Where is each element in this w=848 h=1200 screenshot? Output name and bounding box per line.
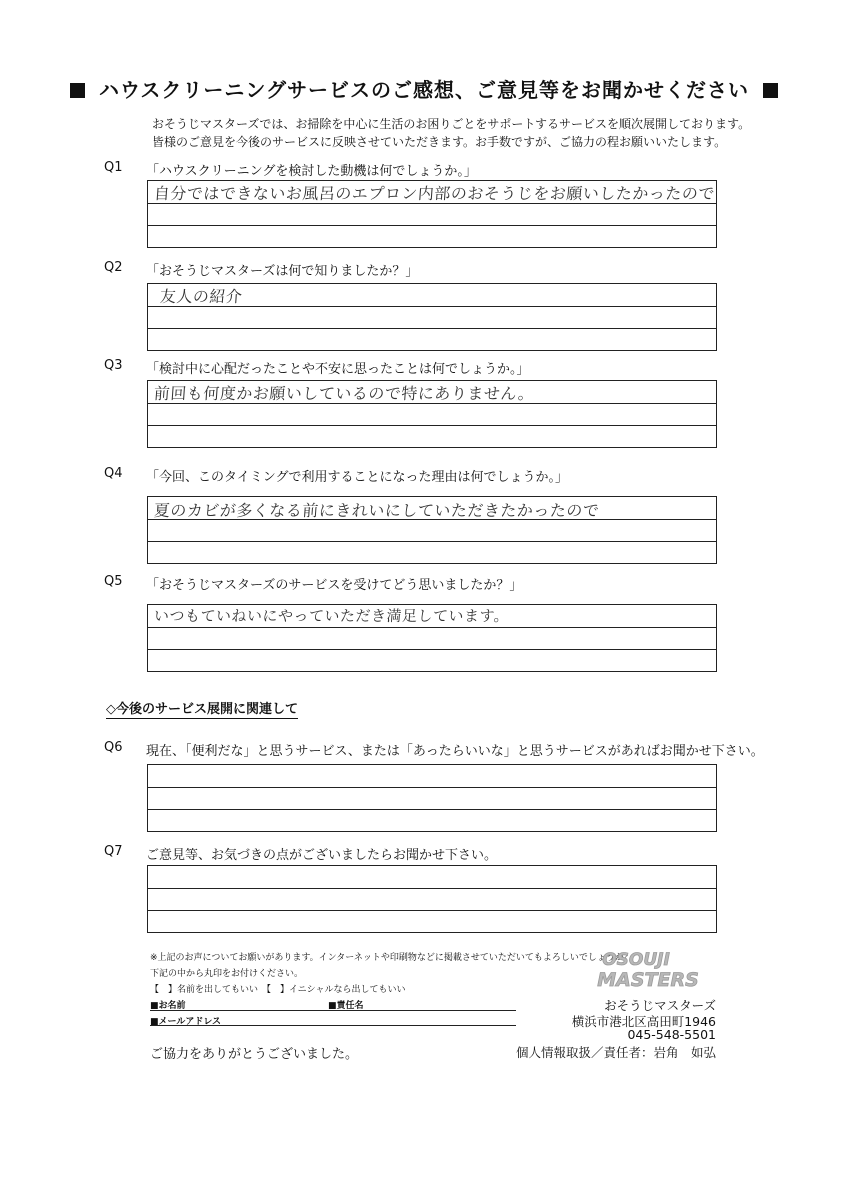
consent-option-name[interactable]: 【 】名前を出してもいい <box>150 985 259 995</box>
question-number: Q5 <box>104 574 123 589</box>
thanks-text: ご協力をありがとうございました。 <box>150 1047 359 1062</box>
handwritten-answer: 夏のカビが多くなる前にきれいにしていただきたかったので <box>153 501 601 520</box>
black-square-icon <box>70 83 85 98</box>
intro-line-1: おそうじマスターズでは、お掃除を中心に生活のお困りごとをサポートするサービスを順次展開しております。 <box>152 117 751 131</box>
section-heading: ◇今後のサービス展開に関連して <box>106 698 298 719</box>
company-name: おそうじマスターズ <box>604 998 716 1013</box>
consent-option-initial[interactable]: 【 】イニシャルなら出してもいい <box>262 985 406 995</box>
answer-box-q6[interactable] <box>147 764 717 832</box>
question-text: ご意見等、お気づきの点がございましたらお聞かせ下さい。 <box>146 848 498 863</box>
consent-note: ※上記のお声についてお願いがあります。インターネットや印刷物などに掲載させていただいてもよろしいでしょうか？ <box>150 953 633 963</box>
answer-box-q5[interactable] <box>147 604 717 672</box>
handwritten-answer: 自分ではできないお風呂のエプロン内部のおそうじをお願いしたかったので <box>153 184 716 203</box>
question-text: 「おそうじマスターズのサービスを受けてどう思いましたか？」 <box>146 578 523 593</box>
question-text: 「今回、このタイミングで利用することになった理由は何でしょうか。」 <box>146 470 568 485</box>
name-underline[interactable] <box>150 1010 516 1011</box>
logo-line-1: OSOUJI <box>602 950 670 970</box>
question-number: Q2 <box>104 260 123 275</box>
name-label: ■お名前 <box>150 1001 186 1011</box>
question-text: 「おそうじマスターズは何で知りましたか？」 <box>146 264 419 279</box>
question-number: Q3 <box>104 358 123 373</box>
black-square-icon <box>763 83 778 98</box>
answer-box-q7[interactable] <box>147 865 717 933</box>
handwritten-answer: 前回も何度かお願いしているので特にありません。 <box>153 384 536 403</box>
answer-box-q4[interactable] <box>147 496 717 564</box>
email-underline[interactable] <box>150 1025 516 1026</box>
answer-box-q1[interactable] <box>147 180 717 248</box>
page-title <box>0 74 848 103</box>
privacy-officer: 個人情報取扱／責任者：岩角 如弘 <box>515 1045 716 1060</box>
title-text: ハウスクリーニングサービスのご感想、ご意見等をお聞かせください <box>99 78 749 102</box>
question-text: 現在、「便利だな」と思うサービス、または「あったらいいな」と思うサービスがあればお聞かせ下さい。 <box>146 744 764 759</box>
company-phone: 045-548-5501 <box>627 1027 716 1042</box>
intro-line-2: 皆様のご意見を今後のサービスに反映させていただきます。お手数ですが、ご協力の程お願いいたします。 <box>152 135 727 149</box>
question-number: Q1 <box>104 160 123 175</box>
question-text: 「ハウスクリーニングを検討した動機は何でしょうか。」 <box>146 164 477 179</box>
staff-label: ■責任名 <box>328 1001 364 1011</box>
logo-line-2: MASTERS <box>597 969 699 990</box>
question-text: 「検討中に心配だったことや不安に思ったことは何でしょうか。」 <box>146 362 530 377</box>
question-number: Q7 <box>104 844 123 859</box>
company-address: 横浜市港北区高田町1946 <box>571 1014 716 1029</box>
answer-box-q2[interactable] <box>147 283 717 351</box>
handwritten-answer: 友人の紹介 <box>159 287 244 306</box>
consent-instruction: 下記の中から丸印をお付けください。 <box>150 969 304 979</box>
company-logo <box>584 946 720 990</box>
question-number: Q6 <box>104 740 123 755</box>
answer-box-q3[interactable] <box>147 380 717 448</box>
handwritten-answer: いつもていねいにやっていただき満足しています。 <box>153 607 510 625</box>
email-label: ■メールアドレス <box>150 1017 222 1027</box>
question-number: Q4 <box>104 466 123 481</box>
